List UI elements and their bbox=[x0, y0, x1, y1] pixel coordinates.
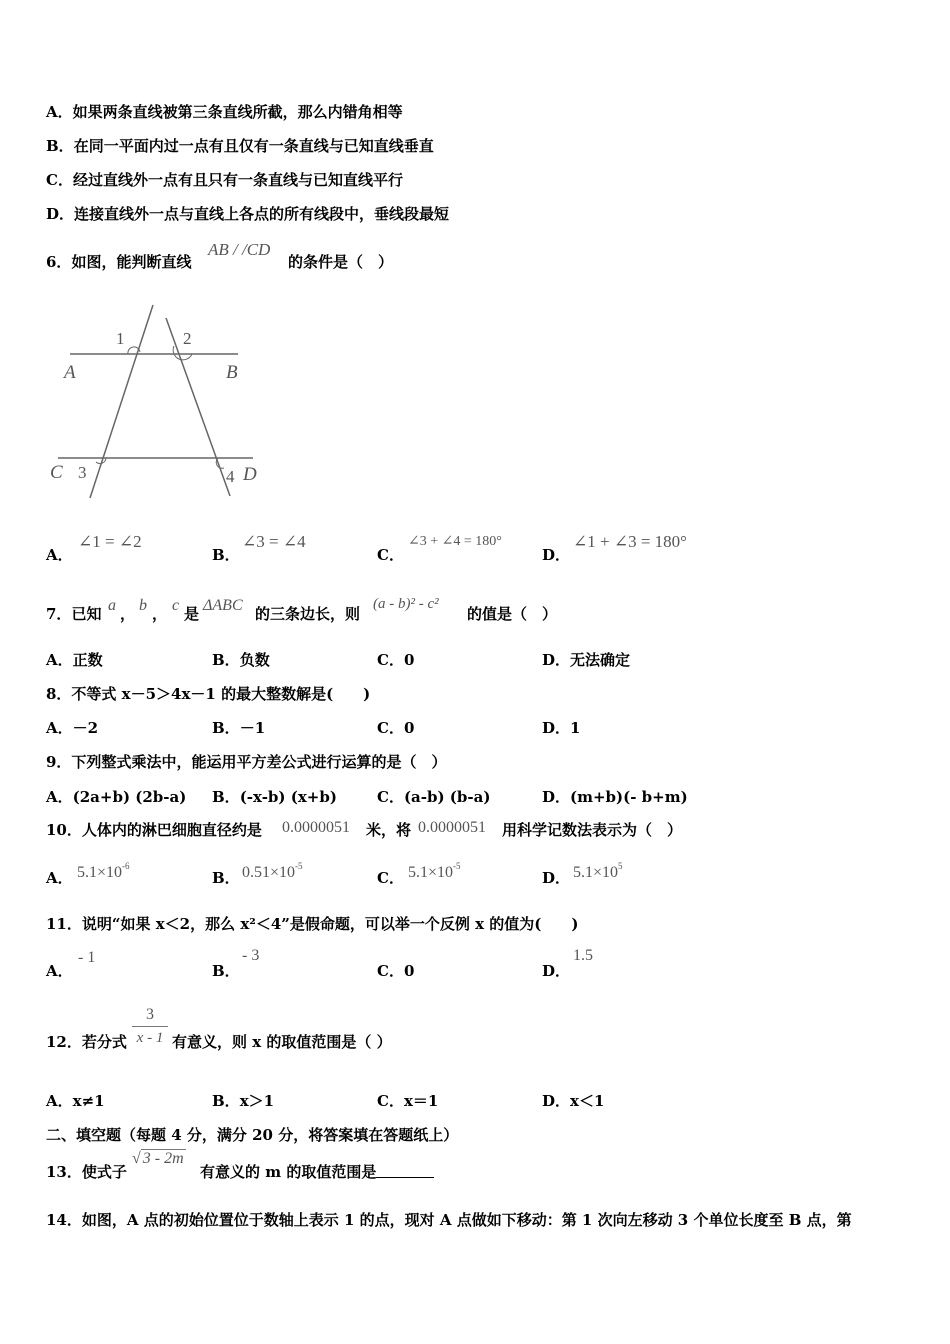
q8-option-c: C．0 bbox=[377, 719, 415, 737]
q11-option-a-label: A． bbox=[46, 962, 73, 980]
q6-option-c-math: ∠3 + ∠4 = 180° bbox=[408, 534, 502, 549]
q12-stem-start: 12．若分式 bbox=[46, 1033, 127, 1051]
q6-stem-end: 的条件是（ ） bbox=[288, 253, 394, 271]
q10-option-d-math: $5.1\times 10^5$ bbox=[573, 861, 623, 881]
q12-option-b: B．x＞1 bbox=[212, 1092, 275, 1110]
q6-option-b-math: ∠3 = ∠4 bbox=[242, 532, 306, 551]
q13-answer-blank[interactable] bbox=[376, 1163, 434, 1178]
q7-option-d: D．无法确定 bbox=[542, 651, 631, 669]
q12-option-d: D．x＜1 bbox=[542, 1092, 605, 1110]
q11-option-b-math: - 3 bbox=[242, 947, 260, 964]
label-c: C bbox=[50, 462, 63, 483]
q10-option-d-label: D． bbox=[542, 869, 571, 887]
q12-denominator: x - 1 bbox=[136, 1030, 164, 1046]
q5-option-c: C．经过直线外一点有且只有一条直线与已知直线平行 bbox=[46, 171, 403, 189]
q10-option-c-label: C． bbox=[377, 869, 404, 887]
section-2-heading: 二、填空题（每题 4 分，满分 20 分，将答案填在答题纸上） bbox=[46, 1126, 459, 1144]
q7-var-c: c bbox=[172, 597, 180, 614]
q7-comma-2: ， bbox=[152, 605, 168, 623]
q6-stem: 6．如图，能判断直线 bbox=[46, 253, 192, 271]
q7-option-c: C．0 bbox=[377, 651, 415, 669]
q11-option-d-math: 1.5 bbox=[573, 947, 593, 964]
q11-option-b-label: B． bbox=[212, 962, 240, 980]
sqrt-icon: √ bbox=[132, 1150, 141, 1167]
q5-option-b: B．在同一平面内过一点有且仅有一条直线与已知直线垂直 bbox=[46, 137, 434, 155]
q8-option-d: D．1 bbox=[542, 719, 581, 737]
q12-fraction bbox=[132, 1006, 168, 1047]
transversal-right bbox=[166, 318, 230, 496]
q10-stem-end: 用科学记数法表示为（ ） bbox=[502, 821, 683, 839]
q11-option-c: C．0 bbox=[377, 962, 415, 980]
q5-option-a: A．如果两条直线被第三条直线所截，那么内错角相等 bbox=[46, 103, 403, 121]
q12-stem-end: 有意义，则 x 的取值范围是（ ） bbox=[172, 1033, 392, 1051]
q9-option-c: C．(a-b) (b-a) bbox=[377, 788, 491, 806]
q10-stem-start: 10．人体内的淋巴细胞直径约是 bbox=[46, 821, 262, 839]
q9-stem: 9．下列整式乘法中，能运用平方差公式进行运算的是（ ） bbox=[46, 753, 447, 771]
q10-value-2: 0.0000051 bbox=[418, 819, 486, 836]
q6-option-c-label: C． bbox=[377, 546, 404, 564]
q9-option-a: A．(2a+b) (2b-a) bbox=[46, 788, 187, 806]
q11-option-d-label: D． bbox=[542, 962, 571, 980]
q5-option-d: D．连接直线外一点与直线上各点的所有线段中，垂线段最短 bbox=[46, 205, 450, 223]
q10-stem-mid: 米，将 bbox=[366, 821, 412, 839]
q7-var-b: b bbox=[139, 597, 147, 614]
q6-option-a-label: A． bbox=[46, 546, 73, 564]
q8-option-a: A．－2 bbox=[46, 719, 99, 737]
q6-math-ab-cd: AB / /CD bbox=[208, 240, 271, 259]
label-d: D bbox=[243, 464, 257, 485]
q12-fraction-bar bbox=[132, 1026, 168, 1027]
q10-value-1: 0.0000051 bbox=[282, 819, 350, 836]
label-angle-1: 1 bbox=[116, 329, 125, 348]
q12-option-c: C．x＝1 bbox=[377, 1092, 439, 1110]
q14-stem: 14．如图，A 点的初始位置位于数轴上表示 1 的点，现对 A 点做如下移动：第 1 次向左移动 3 个单位长度至 B 点，第 bbox=[46, 1211, 852, 1229]
q9-option-b: B．(-x-b) (x+b) bbox=[212, 788, 337, 806]
label-angle-2: 2 bbox=[183, 329, 192, 348]
q7-expression: (a - b)² - c² bbox=[373, 596, 439, 612]
q10-option-c-math: $5.1\times 10^{-5}$ bbox=[408, 861, 461, 881]
q13-stem-end: 有意义的 m 的取值范围是 bbox=[200, 1162, 434, 1182]
angle-2-arc bbox=[173, 346, 192, 360]
q7-text-shi: 是 bbox=[184, 605, 200, 623]
q9-option-d: D．(m+b)(- b+m) bbox=[542, 788, 688, 806]
label-angle-4: 4 bbox=[226, 467, 235, 486]
q12-numerator: 3 bbox=[146, 1006, 154, 1023]
q10-option-a-math: $5.1\times 10^{-6}$ bbox=[77, 861, 130, 881]
label-b: B bbox=[226, 362, 238, 383]
label-a: A bbox=[64, 362, 76, 383]
q6-option-b-label: B． bbox=[212, 546, 240, 564]
q7-var-a: a bbox=[108, 597, 116, 614]
q7-stem-start: 7．已知 bbox=[46, 605, 102, 623]
q7-triangle: ΔABC bbox=[203, 597, 243, 614]
q10-option-b-label: B． bbox=[212, 869, 240, 887]
q8-option-b: B．－1 bbox=[212, 719, 266, 737]
q8-stem: 8．不等式 x－5＞4x－1 的最大整数解是( ) bbox=[46, 685, 371, 703]
q6-option-a-math: ∠1 = ∠2 bbox=[78, 532, 142, 551]
q6-option-d-math: ∠1 + ∠3 = 180° bbox=[573, 532, 687, 551]
q10-option-a-label: A． bbox=[46, 869, 73, 887]
label-angle-3: 3 bbox=[78, 463, 87, 482]
q11-stem: 11．说明“如果 x＜2，那么 x²＜4”是假命题，可以举一个反例 x 的值为( ) bbox=[46, 915, 579, 933]
q7-text-end: 的值是（ ） bbox=[467, 605, 558, 623]
q6-option-d-label: D． bbox=[542, 546, 571, 564]
q7-option-b: B．负数 bbox=[212, 651, 270, 669]
q11-option-a-math: - 1 bbox=[78, 949, 96, 966]
q7-option-a: A．正数 bbox=[46, 651, 103, 669]
q12-option-a: A．x≠1 bbox=[46, 1092, 105, 1110]
q7-comma-1: ， bbox=[120, 605, 136, 623]
q10-option-b-math: $0.51\times 10^{-5}$ bbox=[242, 861, 303, 881]
q13-stem-start: 13．使式子 bbox=[46, 1163, 127, 1181]
q7-text-mid: 的三条边长，则 bbox=[255, 605, 361, 623]
q13-radical: √ 3 - 2m bbox=[132, 1150, 184, 1167]
q6-figure bbox=[48, 300, 278, 505]
